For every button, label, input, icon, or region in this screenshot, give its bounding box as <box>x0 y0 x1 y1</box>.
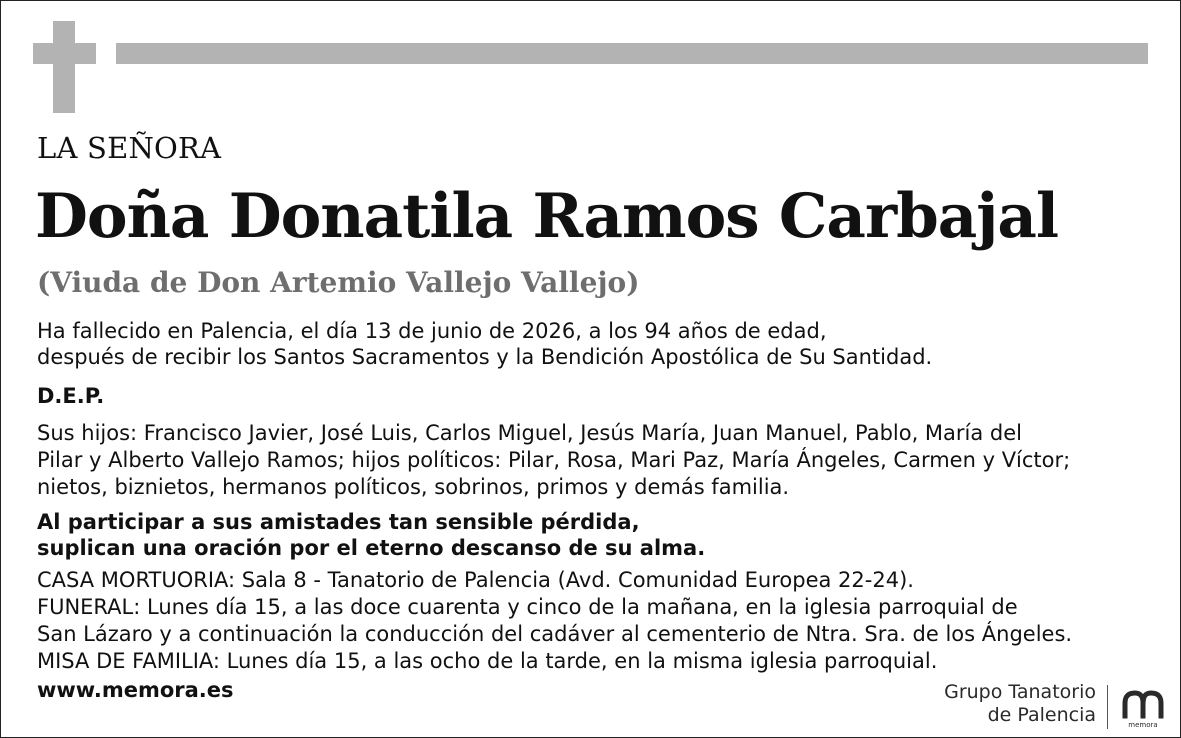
service-line-1: CASA MORTUORIA: Sala 8 - Tanatorio de Palencia (Avd. Comunidad Europea 22-24). <box>37 568 914 592</box>
death-line-2: después de recibir los Santos Sacramentos y la Bendición Apostólica de Su Santidad. <box>37 345 933 369</box>
appeal-line-1: Al participar a sus amistades tan sensible pérdida, <box>37 510 640 534</box>
deceased-name: Doña Donatila Ramos Carbajal <box>35 181 1059 252</box>
service-line-2: FUNERAL: Lunes día 15, a las doce cuarenta y cinco de la mañana, en la iglesia parroquial de <box>37 595 1018 619</box>
death-line-1: Ha fallecido en Palencia, el día 13 de junio de 2026, a los 94 años de edad, <box>37 319 827 343</box>
family-line-1: Sus hijos: Francisco Javier, José Luis, Carlos Miguel, Jesús María, Juan Manuel, Pablo, María del <box>37 421 1023 445</box>
brand-line-2: de Palencia <box>987 704 1096 726</box>
appeal-line-2: suplican una oración por el eterno descanso de su alma. <box>37 536 706 560</box>
family-line-2: Pilar y Alberto Vallejo Ramos; hijos políticos: Pilar, Rosa, Mari Paz, María Ángeles, Carmen y Víctor; <box>37 448 1071 472</box>
service-line-4: MISA DE FAMILIA: Lunes día 15, a las ocho de la tarde, en la misma iglesia parroquial. <box>37 649 938 673</box>
intro-title: LA SEÑORA <box>37 131 222 165</box>
top-rule <box>116 43 1148 64</box>
widow-of: (Viuda de Don Artemio Vallejo Vallejo) <box>37 266 640 299</box>
rip: D.E.P. <box>37 384 105 408</box>
service-line-3: San Lázaro y a continuación la conducción del cadáver al cementerio de Ntra. Sra. de los Ángeles. <box>37 622 1073 646</box>
memora-logo <box>1119 685 1167 729</box>
family-line-3: nietos, biznietos, hermanos políticos, sobrinos, primos y demás familia. <box>37 475 790 499</box>
cross-icon <box>53 21 75 113</box>
brand-line-1: Grupo Tanatorio <box>944 681 1096 703</box>
memora-logo-text: memora <box>1128 721 1158 729</box>
brand-divider <box>1107 685 1108 729</box>
brand-name <box>944 681 1096 727</box>
cross-icon-bar <box>33 43 96 64</box>
website-link[interactable]: www.memora.es <box>37 678 234 702</box>
